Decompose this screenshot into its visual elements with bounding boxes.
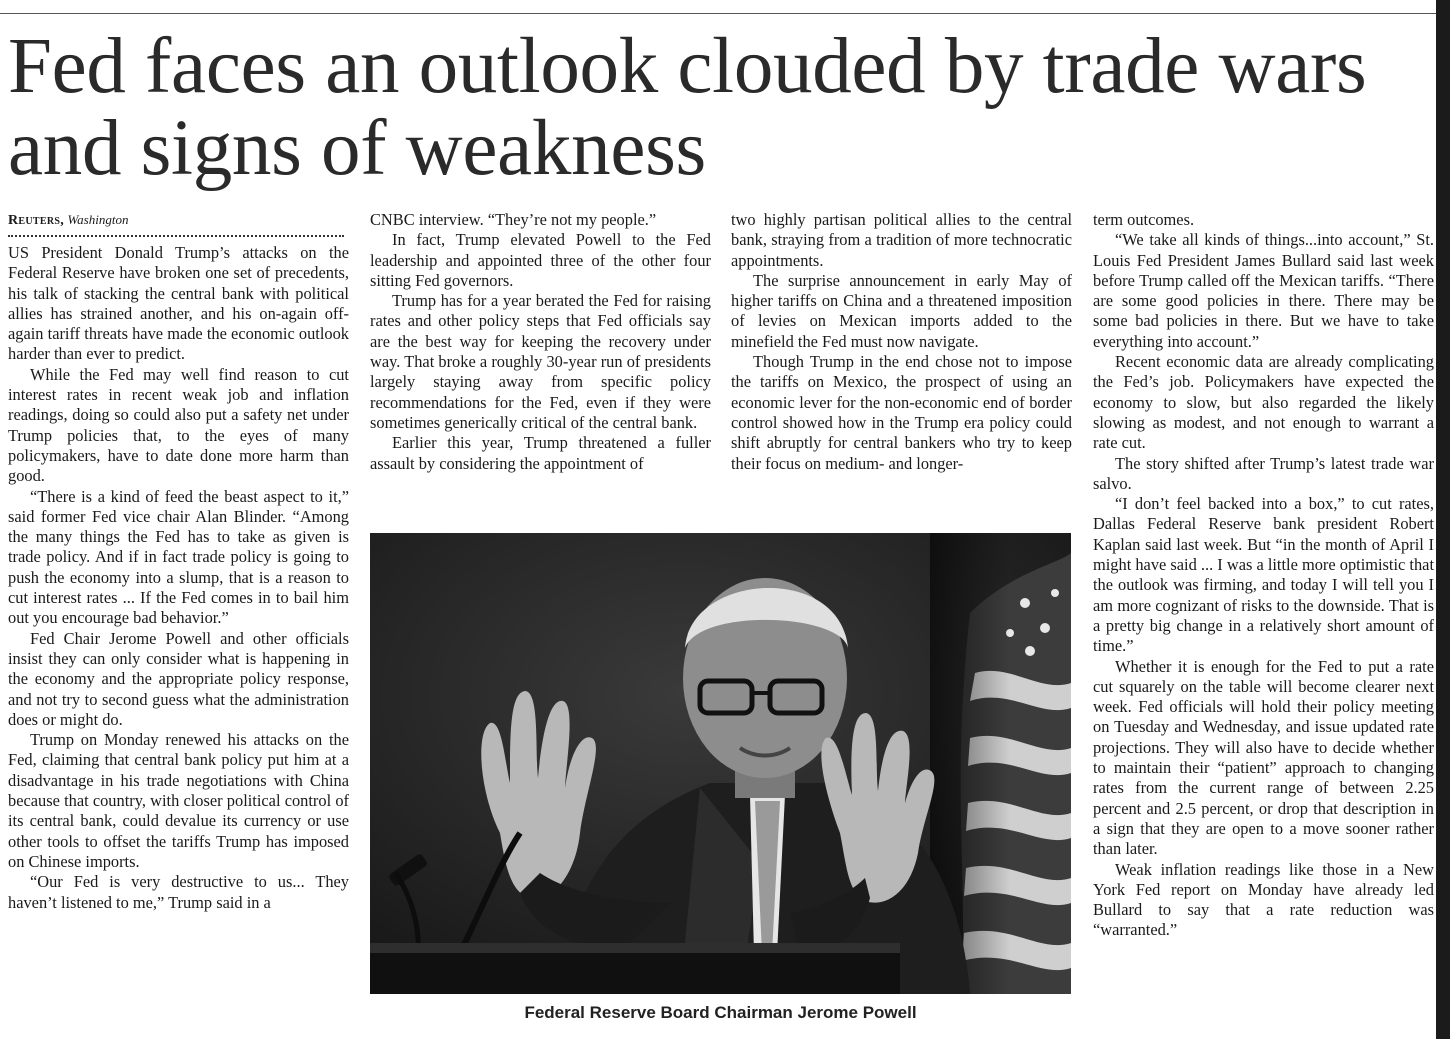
byline-place: Washington bbox=[67, 212, 129, 227]
photo-caption: Federal Reserve Board Chairman Jerome Powell bbox=[524, 1003, 917, 1022]
paragraph: While the Fed may well find reason to cut interest rates in recent weak job and inflation readings, doing so could also put a safety net under Trump policies that, to the eyes of many policymakers, have to date done more harm than good. bbox=[8, 364, 349, 486]
paragraph-continued: term outcomes. bbox=[1093, 210, 1195, 229]
byline-source: Reuters, bbox=[8, 213, 65, 228]
paragraph: In fact, Trump elevated Powell to the Fed leadership and appointed three of the other four sitting Fed governors. bbox=[370, 230, 711, 290]
podium bbox=[370, 951, 900, 994]
article-column-4 bbox=[1093, 210, 1434, 941]
paragraph: Whether it is enough for the Fed to put a rate cut squarely on the table will become clearer next week. Fed officials will hold their policy meeting on Tuesday and Wednesday, and issue updated rate projections. They will also have to decide whether to maintain their “patient” approach to changing rates from the current range of between 2.25 percent and 2.5 percent, or drop that description in a sign that they are open to a move sooner rather than later. bbox=[1093, 656, 1434, 859]
news-photo bbox=[370, 533, 1071, 994]
paragraph: “We take all kinds of things...into account,” St. Louis Fed President James Bullard said last week before Trump called off the Mexican tariffs. “There are some good policies in there. There may be some bad policies in there. But we have to take everything into account.” bbox=[1093, 230, 1434, 351]
article-column-3 bbox=[731, 210, 1072, 474]
paragraph: Trump on Monday renewed his attacks on the Fed, claiming that central bank policy put him at a disadvantage in his trade negotiations with China because that country, with closer political control of its central bank, could devalue its currency or use other tools to offset the tariffs Trump has imposed on Chinese imports. bbox=[8, 730, 349, 871]
paragraph-continued: CNBC interview. “They’re not my people.” bbox=[370, 210, 657, 229]
paragraph: Trump has for a year berated the Fed for raising rates and other policy steps that Fed officials say are the best way for keeping the recovery under way. That broke a roughly 30-year run of presidents largely staying away from specific policy recommendations for the Fed, even if they were sometimes generically critical of the central bank. bbox=[370, 291, 711, 432]
paragraph: Weak inflation readings like those in a New York Fed report on Monday have already led Bullard to say that a rate reduction was “warranted.” bbox=[1093, 859, 1434, 940]
paragraph: Fed Chair Jerome Powell and other officials insist they can only consider what is happening in the economy and the appropriate policy response, and not try to second guess what the administration does or might do. bbox=[8, 628, 349, 729]
page-edge-bar bbox=[1436, 0, 1450, 1039]
paragraph: The surprise announcement in early May of higher tariffs on China and a threatened imposition of levies on Mexican imports added to the minefield the Fed must now navigate. bbox=[731, 270, 1072, 351]
byline-dotted-rule bbox=[8, 235, 344, 237]
paragraph: “I don’t feel backed into a box,” to cut rates, Dallas Federal Reserve bank president Robert Kaplan said last week. But “in the month of April I might have said ... I was a little more optimistic that the outlook was firming, and today I will tell you I am more cognizant of risks to the downside. That is a pretty big change in a relatively short amount of time.” bbox=[1093, 494, 1434, 656]
headline: Fed faces an outlook clouded by trade wars and signs of weakness bbox=[8, 23, 1367, 192]
article-column-1 bbox=[8, 210, 349, 913]
paragraph: Though Trump in the end chose not to impose the tariffs on Mexico, the prospect of using an economic lever for the non-economic end of border control showed how in the Trump era policy could shift abruptly for central bankers who try to keep their focus on medium- and longer- bbox=[731, 352, 1072, 473]
paragraph: “There is a kind of feed the beast aspect to it,” said former Fed vice chair Alan Blinder. “Among the many things the Fed has to take as given is trade policy. And if in fact trade policy is going to push the economy into a slump, that is a reason to cut interest rates ... If the Fed comes in to bail him out you encourage bad behavior.” bbox=[8, 486, 349, 628]
photo-illustration bbox=[370, 533, 1071, 994]
paragraph: Earlier this year, Trump threatened a fuller assault by considering the appointment of bbox=[370, 433, 711, 473]
paragraph: US President Donald Trump’s attacks on the Federal Reserve have broken one set of precedents, his talk of stacking the central bank with political allies has strained another, and his on-again off-again tariff threats have made the economic outlook harder than ever to predict. bbox=[8, 243, 349, 364]
byline bbox=[8, 210, 349, 231]
paragraph-continued: two highly partisan political allies to the central bank, straying from a tradition of more technocratic appointments. bbox=[731, 210, 1072, 270]
paragraph: The story shifted after Trump’s latest trade war salvo. bbox=[1093, 453, 1434, 493]
paragraph: Recent economic data are already complicating the Fed’s job. Policymakers have expected the economy to slow, but also regarded the likely slowing as modest, and not enough to warrant a rate cut. bbox=[1093, 352, 1434, 453]
paragraph: “Our Fed is very destructive to us... They haven’t listened to me,” Trump said in a bbox=[8, 872, 349, 912]
top-rule bbox=[0, 13, 1436, 14]
article-column-2 bbox=[370, 210, 711, 474]
